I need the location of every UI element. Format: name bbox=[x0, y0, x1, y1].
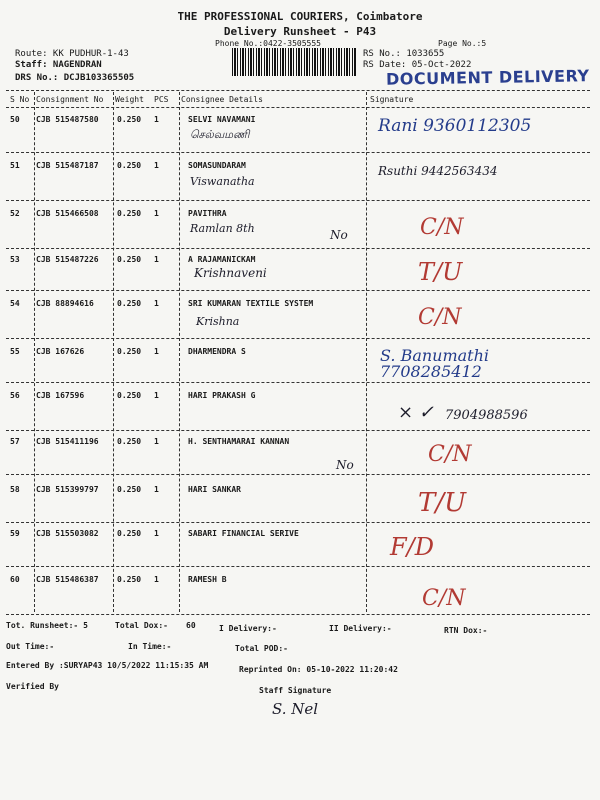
ii-delivery: II Delivery:- bbox=[329, 624, 392, 633]
row-rule bbox=[6, 430, 590, 431]
row-rule bbox=[6, 152, 590, 153]
header-bottom-rule bbox=[6, 107, 590, 108]
row-sno: 58 bbox=[10, 485, 20, 494]
col-sno: S No bbox=[10, 95, 30, 104]
handwritten-mark: No bbox=[330, 228, 348, 242]
col-weight: Weight bbox=[115, 95, 144, 104]
col-consignment: Consignment No bbox=[36, 95, 104, 104]
row-sno: 53 bbox=[10, 255, 20, 264]
row-consignment: CJB 167626 bbox=[36, 347, 85, 356]
table-row bbox=[6, 485, 590, 535]
table-row bbox=[6, 575, 590, 625]
row-pcs: 1 bbox=[154, 299, 159, 308]
row-consignee: SABARI FINANCIAL SERIVE bbox=[188, 529, 299, 538]
row-consignee: H. SENTHAMARAI KANNAN bbox=[188, 437, 290, 446]
route: Route: KK PUDHUR-1-43 bbox=[15, 49, 129, 59]
row-consignee: HARI PRAKASH G bbox=[188, 391, 256, 400]
row-consignee: RAMESH B bbox=[188, 575, 227, 584]
row-rule bbox=[6, 200, 590, 201]
row-consignment: CJB 515487226 bbox=[36, 255, 99, 264]
total-dox-label: Total Dox:- bbox=[115, 621, 168, 630]
total-runsheet: Tot. Runsheet:- 5 bbox=[6, 621, 88, 630]
handwritten-name: Viswanatha bbox=[190, 175, 255, 188]
row-sno: 51 bbox=[10, 161, 20, 170]
col-consignee: Consignee Details bbox=[181, 95, 263, 104]
handwritten-signature: C/N bbox=[418, 305, 462, 330]
row-rule bbox=[6, 522, 590, 523]
row-consignment: CJB 515411196 bbox=[36, 437, 99, 446]
in-time: In Time:- bbox=[128, 642, 172, 651]
out-time: Out Time:- bbox=[6, 642, 55, 651]
rtn-dox: RTN Dox:- bbox=[444, 626, 488, 635]
row-consignee: DHARMENDRA S bbox=[188, 347, 246, 356]
row-rule bbox=[6, 382, 590, 383]
handwritten-signature: C/N bbox=[428, 442, 472, 467]
handwritten-signature: S. Banumathi 7708285412 bbox=[380, 346, 490, 381]
row-weight: 0.250 bbox=[117, 575, 142, 584]
handwritten-signature: Rsuthi 9442563434 bbox=[378, 164, 498, 178]
row-consignment: CJB 515486387 bbox=[36, 575, 99, 584]
handwritten-name: செல்வமணி bbox=[190, 128, 250, 141]
handwritten-name: Ramlan 8th bbox=[190, 222, 255, 235]
row-weight: 0.250 bbox=[117, 299, 142, 308]
table-bottom-rule bbox=[6, 614, 590, 615]
row-pcs: 1 bbox=[154, 347, 159, 356]
row-pcs: 1 bbox=[154, 391, 159, 400]
table-row bbox=[6, 437, 590, 487]
table-row bbox=[6, 529, 590, 579]
row-consignee: PAVITHRA bbox=[188, 209, 227, 218]
row-pcs: 1 bbox=[154, 115, 159, 124]
row-consignment: CJB 88894616 bbox=[36, 299, 94, 308]
handwritten-signature: T/U bbox=[418, 258, 463, 286]
row-pcs: 1 bbox=[154, 575, 159, 584]
row-weight: 0.250 bbox=[117, 485, 142, 494]
row-weight: 0.250 bbox=[117, 209, 142, 218]
row-rule bbox=[6, 474, 590, 475]
document-title: Delivery Runsheet - P43 bbox=[223, 25, 377, 38]
row-sno: 55 bbox=[10, 347, 20, 356]
row-consignee: SRI KUMARAN TEXTILE SYSTEM bbox=[188, 299, 314, 308]
handwritten-signature: 7904988596 bbox=[445, 408, 528, 423]
document-delivery-stamp: DOCUMENT DELIVERY bbox=[385, 66, 590, 89]
row-pcs: 1 bbox=[154, 161, 159, 170]
row-consignment: CJB 515487187 bbox=[36, 161, 99, 170]
row-weight: 0.250 bbox=[117, 529, 142, 538]
row-consignee: A RAJAMANICKAM bbox=[188, 255, 256, 264]
staff-name: Staff: NAGENDRAN bbox=[15, 60, 102, 70]
row-consignment: CJB 515487580 bbox=[36, 115, 99, 124]
row-sno: 57 bbox=[10, 437, 20, 446]
row-weight: 0.250 bbox=[117, 115, 142, 124]
row-pcs: 1 bbox=[154, 437, 159, 446]
handwritten-mark: × ✓ bbox=[398, 402, 434, 423]
handwritten-name: Krishnaveni bbox=[194, 266, 267, 280]
row-rule bbox=[6, 290, 590, 291]
barcode bbox=[232, 48, 356, 76]
table-row bbox=[6, 299, 590, 349]
row-pcs: 1 bbox=[154, 485, 159, 494]
row-consignment: CJB 515503082 bbox=[36, 529, 99, 538]
company-name: THE PROFESSIONAL COURIERS, Coimbatore bbox=[177, 10, 423, 23]
row-weight: 0.250 bbox=[117, 347, 142, 356]
total-pod: Total POD:- bbox=[235, 644, 288, 653]
table-row bbox=[6, 255, 590, 305]
staff-signature-label: Staff Signature bbox=[259, 686, 332, 695]
drs-number: DRS No.: DCJB103365505 bbox=[15, 73, 135, 83]
col-signature: Signature bbox=[370, 95, 414, 104]
row-consignment: CJB 515399797 bbox=[36, 485, 99, 494]
row-sno: 54 bbox=[10, 299, 20, 308]
page-number: Page No.:5 bbox=[438, 39, 487, 48]
handwritten-signature: F/D bbox=[390, 533, 434, 561]
col-pcs: PCS bbox=[154, 95, 169, 104]
row-weight: 0.250 bbox=[117, 255, 142, 264]
staff-signature: S. Nel bbox=[272, 700, 319, 718]
header-top-rule bbox=[6, 90, 590, 91]
row-weight: 0.250 bbox=[117, 437, 142, 446]
row-consignee: SOMASUNDARAM bbox=[188, 161, 246, 170]
row-weight: 0.250 bbox=[117, 161, 142, 170]
row-rule bbox=[6, 248, 590, 249]
i-delivery: I Delivery:- bbox=[219, 624, 277, 633]
row-rule bbox=[6, 338, 590, 339]
table-row bbox=[6, 209, 590, 259]
row-consignment: CJB 167596 bbox=[36, 391, 85, 400]
phone-number: Phone No.:0422-3505555 bbox=[215, 39, 321, 48]
row-sno: 50 bbox=[10, 115, 20, 124]
handwritten-signature: T/U bbox=[418, 488, 467, 518]
row-pcs: 1 bbox=[154, 529, 159, 538]
handwritten-signature: C/N bbox=[422, 586, 466, 611]
reprinted-on: Reprinted On: 05-10-2022 11:20:42 bbox=[239, 665, 398, 674]
rs-date: RS Date: 05-Oct-2022 bbox=[363, 60, 472, 70]
verified-by: Verified By bbox=[6, 682, 59, 691]
row-pcs: 1 bbox=[154, 209, 159, 218]
entered-by: Entered By :SURYAP43 10/5/2022 11:15:35 AM bbox=[6, 661, 209, 670]
table-row bbox=[6, 161, 590, 211]
row-pcs: 1 bbox=[154, 255, 159, 264]
row-consignment: CJB 515466508 bbox=[36, 209, 99, 218]
row-sno: 52 bbox=[10, 209, 20, 218]
total-dox-value: 60 bbox=[186, 621, 196, 630]
row-weight: 0.250 bbox=[117, 391, 142, 400]
row-sno: 60 bbox=[10, 575, 20, 584]
row-consignee: SELVI NAVAMANI bbox=[188, 115, 256, 124]
handwritten-mark: No bbox=[336, 458, 354, 472]
handwritten-signature: C/N bbox=[420, 215, 464, 240]
handwritten-name: Krishna bbox=[196, 315, 240, 328]
handwritten-signature: Rani 9360112305 bbox=[378, 116, 532, 136]
row-sno: 56 bbox=[10, 391, 20, 400]
rs-number: RS No.: 1033655 bbox=[363, 49, 445, 59]
row-consignee: HARI SANKAR bbox=[188, 485, 241, 494]
row-rule bbox=[6, 566, 590, 567]
row-sno: 59 bbox=[10, 529, 20, 538]
